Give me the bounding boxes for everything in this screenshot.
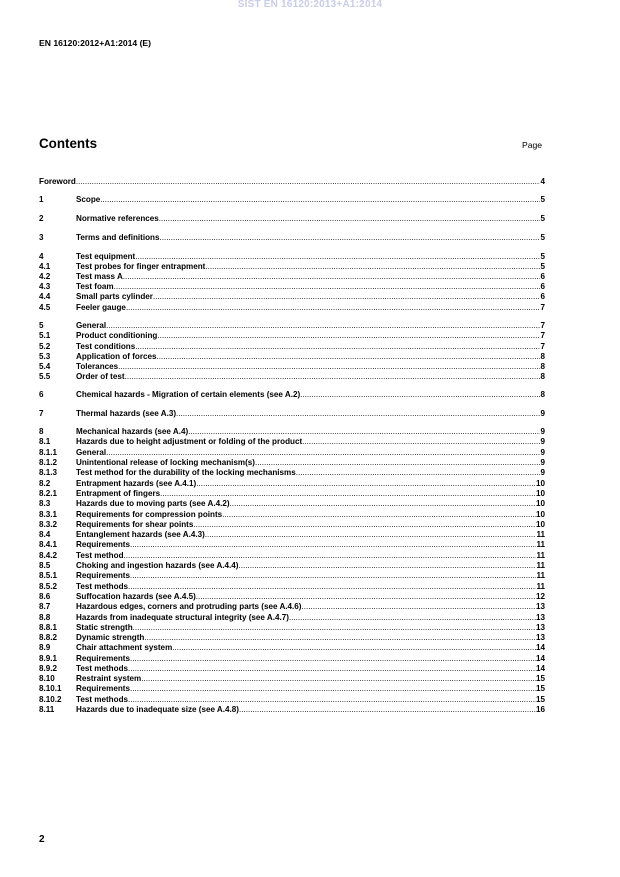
toc-entry-page: 11 [536,530,545,539]
toc-entry[interactable] [39,570,545,581]
toc-entry-page: 8 [540,362,545,371]
toc-entry-page: 13 [535,623,545,632]
toc-entry-number: 8.4.1 [39,540,58,549]
toc-entry-number: 8.5.2 [39,582,58,591]
toc-entry-number: 5.5 [39,372,51,381]
toc-entry-number: 8.5.1 [39,571,58,580]
toc-entry-title: General [76,321,107,330]
toc-entry-page: 4 [540,177,545,186]
toc-entry-title: Tolerances [76,362,119,371]
toc-entry-title: Terms and definitions [76,233,160,242]
toc-entry-number: 8.1.2 [39,458,58,467]
toc-entry-number: 2 [39,214,44,223]
toc-entry-number: Foreword [39,177,76,186]
toc-entry-number: 4.1 [39,262,51,271]
toc-entry-page: 9 [540,427,545,436]
toc-entry[interactable] [39,389,545,400]
toc-entry-title: Mechanical hazards (see A.4) [76,427,189,436]
toc-entry-page: 7 [540,321,545,330]
toc-entry-number: 4.4 [39,292,51,301]
toc-entry-number: 8.10 [39,674,55,683]
toc-entry-page: 11 [536,582,545,591]
toc-entry-page: 9 [540,409,545,418]
watermark: SIST EN 16120:2013+A1:2014 [237,0,383,10]
toc-entry-number: 8.2 [39,479,51,488]
toc-leader-dots [76,177,541,187]
toc-entry-number: 4.3 [39,282,51,291]
toc-entry-number: 8.9 [39,643,51,652]
toc-entry-page: 6 [540,272,545,281]
toc-leader-dots [176,409,540,419]
toc-entry-title: Scope [76,195,101,204]
toc-entry-page: 12 [535,592,545,601]
toc-entry-number: 8.10.2 [39,695,62,704]
toc-entry-page: 10 [535,520,545,529]
toc-entry-page: 10 [535,510,545,519]
toc-entry-title: Hazardous edges, corners and protruding parts (see A.4.6) [76,602,302,611]
toc-entry-page: 11 [536,551,545,560]
toc-entry-number: 8.1 [39,437,51,446]
toc-leader-dots [130,684,536,694]
toc-leader-dots [130,571,536,581]
toc-leader-dots [302,437,540,447]
toc-leader-dots [130,540,536,550]
toc-entry-page: 16 [535,705,545,714]
toc-entry-title: Unintentional release of locking mechanism(s) [76,458,256,467]
toc-entry-number: 8.2.1 [39,489,58,498]
toc-entry-page: 8 [540,390,545,399]
toc-leader-dots [239,705,536,715]
toc-entry-number: 7 [39,409,44,418]
toc-entry-page: 11 [536,571,545,580]
toc-entry-number: 8.1.3 [39,468,58,477]
toc-entry-page: 13 [535,602,545,611]
toc-entry-number: 8.4.2 [39,551,58,560]
toc-entry-title: Dynamic strength [76,633,145,642]
toc-entry-title: Requirements for compression points [76,510,223,519]
toc-entry-title: Order of test [76,372,125,381]
toc-entry-title: Chair attachment system [76,643,173,652]
toc-entry-number: 4.2 [39,272,51,281]
toc-entry-number: 8.5 [39,561,51,570]
toc-leader-dots [157,331,540,341]
toc-entry-number: 8.7 [39,602,51,611]
toc-entry-title: Test method for the durability of the locking mechanisms [76,468,296,477]
toc-entry-title: Restraint system [76,674,142,683]
toc-entry-title: Requirements [76,571,130,580]
toc-leader-dots [230,499,536,509]
page-title: Contents [39,136,98,151]
toc-entry-number: 8.1.1 [39,448,58,457]
toc-entry-page: 13 [535,613,545,622]
toc-entry-number: 3 [39,233,44,242]
footer-page-number: 2 [39,834,45,845]
toc-entry-title: Requirements [76,654,130,663]
toc-entry[interactable] [39,194,545,205]
toc-leader-dots [301,602,536,612]
toc-entry[interactable] [39,539,545,550]
toc-entry[interactable] [39,467,545,478]
toc-entry-number: 5.2 [39,342,51,351]
toc-entry-page: 10 [535,489,545,498]
toc-entry-title: Test methods [76,695,129,704]
toc-entry-title: Small parts cylinder [76,292,153,301]
toc-entry[interactable] [39,601,545,612]
toc-entry-title: Requirements for shear points [76,520,194,529]
toc-entry-title: Hazards due to inadequate size (see A.4.8) [76,705,239,714]
toc-entry-title: General [76,448,107,457]
toc-entry-title: Thermal hazards (see A.3) [76,409,177,418]
toc-entry-title: Choking and ingestion hazards (see A.4.4) [76,561,239,570]
toc-entry[interactable] [39,232,545,243]
toc-entry-page: 10 [535,479,545,488]
toc-entry-number: 5 [39,321,44,330]
toc-entry-number: 8.10.1 [39,684,62,693]
toc-entry-page: 5 [540,262,545,271]
toc-entry[interactable] [39,302,545,313]
toc-entry-title: Test conditions [76,342,136,351]
toc-entry-page: 8 [540,372,545,381]
toc-entry-title: Hazards due to moving parts (see A.4.2) [76,499,230,508]
toc-entry[interactable] [39,683,545,694]
toc-leader-dots [125,372,541,382]
toc-entry-page: 6 [540,282,545,291]
toc-entry-page: 14 [535,643,545,652]
toc-entry-page: 9 [540,458,545,467]
toc-entry-number: 8.8.1 [39,623,58,632]
toc-leader-dots [300,390,540,400]
toc-entry-number: 8.4 [39,530,51,539]
toc-entry-title: Test methods [76,582,129,591]
toc-entry-title: Test equipment [76,252,136,261]
toc-entry[interactable] [39,408,545,419]
toc-entry-title: Test probes for finger entrapment [76,262,206,271]
toc-entry-title: Test foam [76,282,114,291]
toc-entry[interactable] [39,704,545,715]
toc-entry-number: 8.6 [39,592,51,601]
toc-entry-title: Normative references [76,214,159,223]
toc-entry-page: 5 [540,233,545,242]
toc-entry-number: 4.5 [39,303,51,312]
toc-entry-title: Entrapment hazards (see A.4.1) [76,479,197,488]
toc-entry-title: Application of forces [76,352,157,361]
toc-entry-page: 15 [535,695,545,704]
toc-entry-page: 7 [540,342,545,351]
toc-entry-number: 8.9.2 [39,664,58,673]
toc-entry-page: 10 [535,499,545,508]
toc-entry-page: 14 [535,654,545,663]
toc-entry-page: 5 [540,214,545,223]
toc-entry-number: 8.3.1 [39,510,58,519]
toc-entry-title: Feeler gauge [76,303,126,312]
toc-entry-title: Entanglement hazards (see A.4.3) [76,530,205,539]
toc-entry-page: 15 [535,684,545,693]
toc-leader-dots [172,643,536,653]
toc-entry-title: Test mass A [76,272,123,281]
toc-entry-page: 5 [540,195,545,204]
toc-entry-page: 14 [535,664,545,673]
toc-entry-page: 9 [540,468,545,477]
toc-entry-number: 4 [39,252,44,261]
toc-entry-number: 8.11 [39,705,55,714]
document-id: EN 16120:2012+A1:2014 (E) [39,38,152,48]
toc-entry-title: Requirements [76,540,130,549]
toc-entry-page: 11 [536,561,545,570]
toc-entry-title: Entrapment of fingers [76,489,161,498]
toc-entry-number: 1 [39,195,44,204]
toc-entry[interactable] [39,371,545,382]
page-column-label: Page [522,140,543,150]
toc-entry-number: 8.3 [39,499,51,508]
toc-entry-number: 8.8 [39,613,51,622]
toc-leader-dots [100,195,540,205]
toc-leader-dots [159,214,541,224]
toc-entry-page: 9 [540,437,545,446]
toc-entry-title: Chemical hazards - Migration of certain elements (see A.2) [76,390,301,399]
toc-entry-page: 9 [540,448,545,457]
toc-entry-number: 6 [39,390,44,399]
toc-entry[interactable] [39,436,545,447]
toc-entry-title: Test method [76,551,124,560]
toc-entry-number: 8.9.1 [39,654,58,663]
toc-entry-page: 8 [540,352,545,361]
toc-entry-page: 15 [535,674,545,683]
toc-entry-title: Static strength [76,623,133,632]
toc-entry-number: 5.4 [39,362,51,371]
toc-entry[interactable] [39,291,545,302]
toc-entry[interactable] [39,213,545,224]
toc-entry-number: 5.3 [39,352,51,361]
toc-entry-title: Requirements [76,684,130,693]
toc-entry-title: Hazards from inadequate structural integrity (see A.4.7) [76,613,289,622]
toc-leader-dots [153,292,541,302]
toc-entry-page: 6 [540,292,545,301]
toc-entry-page: 7 [540,331,545,340]
toc-entry[interactable] [39,498,545,509]
toc-leader-dots [296,468,541,478]
toc-entry-number: 8.3.2 [39,520,58,529]
toc-entry-number: 8 [39,427,44,436]
toc-entry-title: Test methods [76,664,129,673]
toc-entry-number: 8.8.2 [39,633,58,642]
toc-entry-page: 5 [540,252,545,261]
toc-entry-page: 11 [536,540,545,549]
toc-leader-dots [160,233,541,243]
toc-entry-title: Product conditioning [76,331,158,340]
toc-entry[interactable] [39,642,545,653]
toc-entry[interactable] [39,176,545,187]
toc-entry-number: 5.1 [39,331,51,340]
toc-entry-title: Hazards due to height adjustment or folding of the product [76,437,303,446]
toc-entry-page: 7 [540,303,545,312]
toc-entry-page: 13 [535,633,545,642]
toc-leader-dots [126,303,541,313]
toc-entry-title: Suffocation hazards (see A.4.5) [76,592,196,601]
toc-entry[interactable] [39,330,545,341]
